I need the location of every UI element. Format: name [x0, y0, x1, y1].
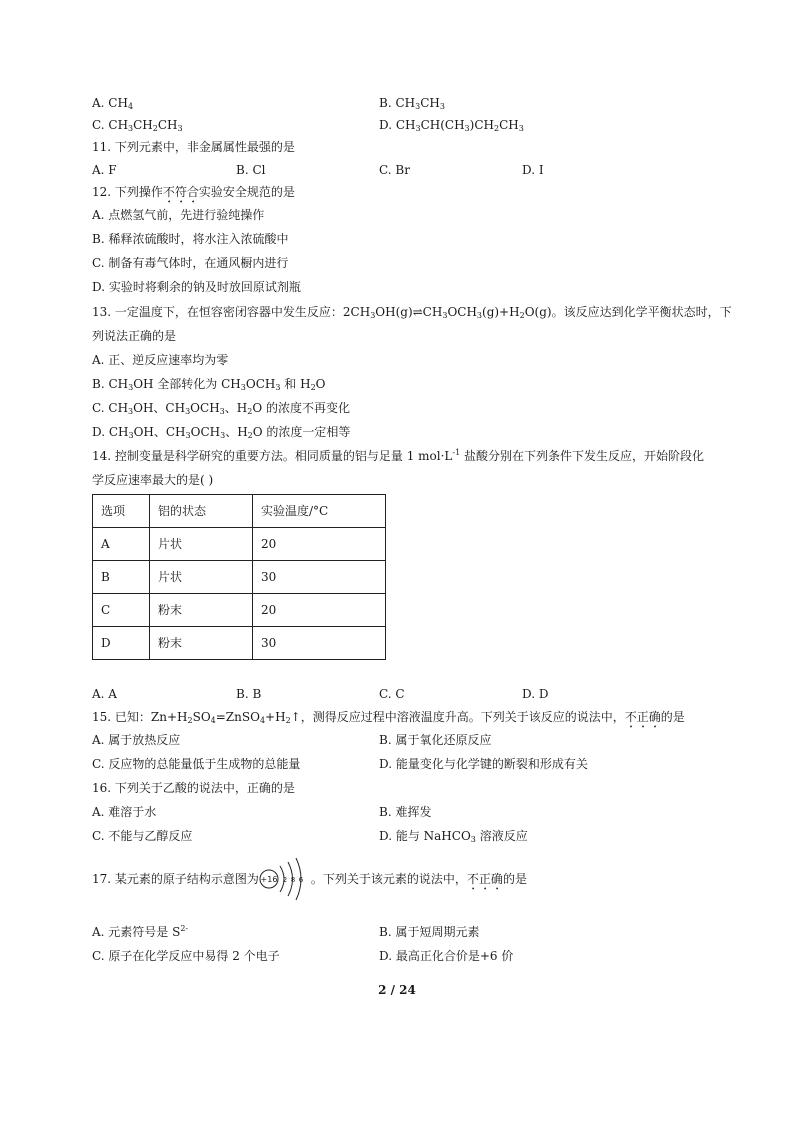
table-cell: 粉末	[150, 627, 253, 660]
question-11-stem: 11. 下列元素中，非金属属性最强的是	[92, 140, 295, 154]
question-16-stem: 16. 下列关于乙酸的说法中，正确的是	[92, 781, 295, 795]
table-header: 实验温度/°C	[253, 495, 386, 528]
question-14-stem: 14. 控制变量是科学研究的重要方法。相同质量的铝与足量 1 $mol\cdot L^{-1}$ 盐酸分别在下列条件下发生反应，开始阶段化	[92, 448, 705, 463]
table-cell: 片状	[150, 528, 253, 561]
option-b: B. Cl	[236, 163, 266, 177]
nucleus-charge: +16	[260, 875, 278, 884]
option-c: C. 不能与乙醇反应	[92, 829, 193, 843]
option-d: D. $CH_3CH(CH_3)CH_2CH_3$	[379, 118, 524, 133]
emphasis-text: 不正确	[466, 872, 503, 886]
option-b: B. 稀释浓硫酸时，将水注入浓硫酸中	[92, 232, 289, 246]
option-a: A. $CH_4$	[92, 96, 134, 111]
option-d: D. 实验时将剩余的钠及时放回原试剂瓶	[92, 280, 301, 294]
option-a: A. F	[92, 163, 117, 177]
atom-structure-diagram	[258, 856, 312, 902]
option-d: D. I	[522, 163, 544, 177]
shell-electron-count: 8	[290, 876, 296, 884]
table-cell: 30	[253, 627, 386, 660]
table-cell: B	[93, 561, 150, 594]
option-b: B. 属于短周期元素	[379, 925, 480, 939]
option-b: B. 难挥发	[379, 805, 432, 819]
table-header: 选项	[93, 495, 150, 528]
emphasis-text: 不正确	[624, 710, 661, 724]
experiment-table	[92, 494, 386, 660]
table-cell: 20	[253, 594, 386, 627]
question-17-stem: 17. 某元素的原子结构示意图为 。下列关于该元素的说法中，不正确的是	[92, 872, 527, 886]
table-row	[93, 528, 386, 561]
table-row	[93, 561, 386, 594]
table-header: 铝的状态	[150, 495, 253, 528]
question-13-stem: 13. 一定温度下，在恒容密闭容器中发生反应：$2CH_3OH(g)\rightleftharpoons CH_3OCH_3(g)+H_2O(g)$。该反应达到化学平衡状态时，下	[92, 305, 732, 320]
option-b: B. 属于氧化还原反应	[379, 733, 492, 747]
option-d: D. 能量变化与化学键的断裂和形成有关	[379, 757, 588, 771]
table-cell: 片状	[150, 561, 253, 594]
option-c: C. 反应物的总能量低于生成物的总能量	[92, 757, 301, 771]
question-12-stem: 12. 下列操作不符合实验安全规范的是	[92, 185, 295, 199]
table-header-row	[93, 495, 386, 528]
option-c: C. 制备有毒气体时，在通风橱内进行	[92, 256, 289, 270]
table-cell: 粉末	[150, 594, 253, 627]
table-cell: C	[93, 594, 150, 627]
option-c: C. Br	[379, 163, 410, 177]
table-cell: A	[93, 528, 150, 561]
option-c: C. C	[379, 687, 405, 701]
question-13-stem-cont: 列说法正确的是	[92, 329, 177, 343]
option-a: A. A	[92, 687, 117, 701]
option-d: D. D	[522, 687, 549, 701]
option-d: D. 最高正化合价是+6 价	[379, 949, 514, 963]
option-d: D. $CH_3OH$、$CH_3OCH_3$、$H_2O$ 的浓度一定相等	[92, 425, 351, 440]
question-15-stem: 15. 已知：$Zn+H_2SO_4=ZnSO_4+H_2↑$，测得反应过程中溶液温度升高。下列关于该反应的说法中，不正确的是	[92, 710, 685, 725]
emphasis-text: 不符合	[162, 185, 199, 199]
table-row	[93, 594, 386, 627]
table-cell: 20	[253, 528, 386, 561]
option-d: D. 能与 NaHCO$_3$ 溶液反应	[379, 829, 528, 844]
question-14-stem-cont: 学反应速率最大的是( )	[92, 473, 214, 487]
table-row	[93, 627, 386, 660]
option-c: C. 原子在化学反应中易得 2 个电子	[92, 949, 280, 963]
option-a: A. 元素符号是 $S^{2-}$	[92, 924, 189, 939]
option-c: C. $CH_3CH_2CH_3$	[92, 118, 183, 133]
option-a: A. 难溶于水	[92, 805, 157, 819]
option-a: A. 点燃氢气前，先进行验纯操作	[92, 208, 265, 222]
option-a: A. 正、逆反应速率均为零	[92, 353, 229, 367]
option-b: B. B	[236, 687, 262, 701]
option-a: A. 属于放热反应	[92, 733, 181, 747]
option-c: C. $CH_3OH$、$CH_3OCH_3$、$H_2O$ 的浓度不再变化	[92, 401, 350, 416]
table-cell: D	[93, 627, 150, 660]
page-number: 2 / 24	[378, 983, 416, 997]
option-b: B. $CH_3CH_3$	[379, 96, 445, 111]
table-cell: 30	[253, 561, 386, 594]
option-b: B. $CH_3OH$ 全部转化为 $CH_3OCH_3$ 和 $H_2O$	[92, 377, 326, 392]
shell-electron-count: 2	[282, 876, 288, 884]
shell-electron-count: 6	[298, 876, 304, 884]
